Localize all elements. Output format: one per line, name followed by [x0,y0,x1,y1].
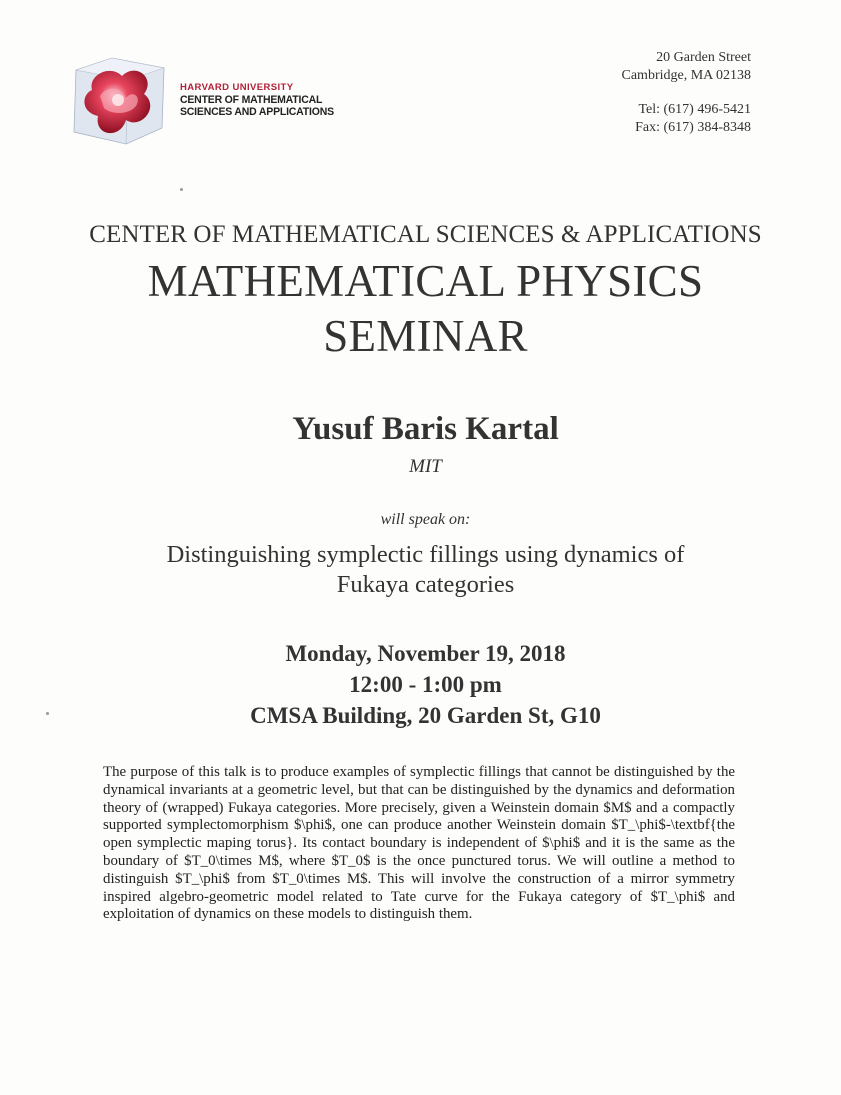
talk-title-line-2: Fukaya categories [336,571,515,598]
address-street: 20 Garden Street [656,50,751,65]
center-name: CENTER OF MATHEMATICAL SCIENCES & APPLICATIONS [89,221,762,248]
logo-wordmark [180,82,334,118]
will-speak-label: will speak on: [380,511,471,528]
event-details [0,638,841,731]
logo-line-2: CENTER OF MATHEMATICAL [180,93,323,107]
talk-title-line-1: Distinguishing symplectic fillings using dynamics of [166,541,685,568]
abstract-text: The purpose of this talk is to produce examples of symplectic fillings that cannot be distinguished by the dynamical invariants at a geometric level, but that can be distinguished by the dynamics and deformation theory of (wrapped) Fukaya categories. More precisely, given a Weinstein domain $M$ and a compactly supported symplectomorphism $\phi$, one can produce another Weinstein domain $T_\phi$-\textbf{the open symplectic maping torus}. Its contact boundary is independent of $\phi$ and it is the same as the boundary of $T_0\times M$, where $T_0$ is the once punctured torus. We will outline a method to distinguish $T_\phi$ from $T_0\times M$. This will involve the construction of a mirror symmetry inspired algebro-geometric model related to Tate curve for the Fukaya category of $T_\phi$ and exploitation of dynamics on these models to distinguish them. [103,764,735,923]
speaker-name: Yusuf Baris Kartal [292,411,559,447]
talk-title [0,540,841,600]
address-tel: Tel: (617) 496-5421 [638,102,751,117]
contact-address [622,49,752,137]
seminar-title-line-1: MATHEMATICAL PHYSICS [147,256,704,306]
scan-speck [180,188,183,191]
event-location: CMSA Building, 20 Garden St, G10 [250,703,601,728]
cmsa-logo [70,50,170,150]
scan-speck [46,712,49,715]
seminar-title [0,254,841,364]
logo-university: HARVARD UNIVERSITY [180,82,294,93]
red-3d-sphere-in-cube-icon [70,50,170,150]
address-fax: Fax: (617) 384-8348 [635,120,751,135]
seminar-title-line-2: SEMINAR [323,311,528,361]
event-time: 12:00 - 1:00 pm [349,672,502,697]
event-date: Monday, November 19, 2018 [285,641,566,666]
logo-line-3: SCIENCES AND APPLICATIONS [180,105,334,119]
address-city: Cambridge, MA 02138 [621,68,751,83]
speaker-affiliation: MIT [409,456,442,477]
